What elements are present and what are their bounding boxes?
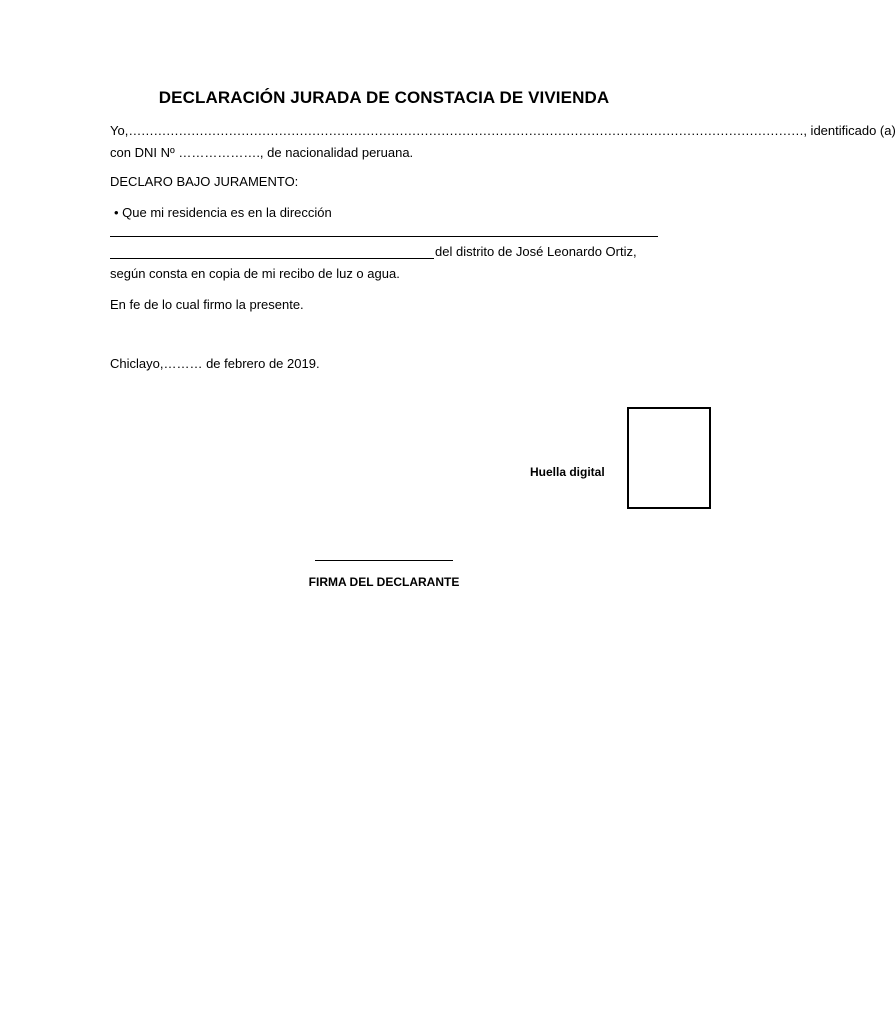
fingerprint-label: Huella digital [530,465,605,479]
fingerprint-box [627,407,711,509]
bullet-icon: • [114,205,119,220]
name-blank-dots: ……………………………………………………………………………………………………………………………………………… [128,123,804,138]
identified-suffix: , identificado (a) [803,123,896,138]
document-title: DECLARACIÓN JURADA DE CONSTACIA DE VIVIENDA [158,88,610,107]
signature-label: FIRMA DEL DECLARANTE [308,575,460,589]
district-line [110,244,637,259]
residence-bullet-item [114,205,332,220]
yo-prefix: Yo, [110,123,129,138]
declaro-heading: DECLARO BAJO JURAMENTO: [110,174,299,189]
dni-line: con DNI Nº ………………., de nacionalidad peruana. [110,145,414,160]
district-text: del distrito de José Leonardo Ortiz, [435,244,637,259]
address-blank-line-short [110,244,434,259]
residence-text: Que mi residencia es en la dirección [118,205,332,220]
declarant-name-line [110,123,896,138]
sign-statement: En fe de lo cual firmo la presente. [110,297,304,312]
date-line: Chiclayo,……… de febrero de 2019. [110,356,320,371]
signature-line [315,560,453,561]
address-blank-line [110,236,658,237]
receipt-line: según consta en copia de mi recibo de luz o agua. [110,266,400,281]
